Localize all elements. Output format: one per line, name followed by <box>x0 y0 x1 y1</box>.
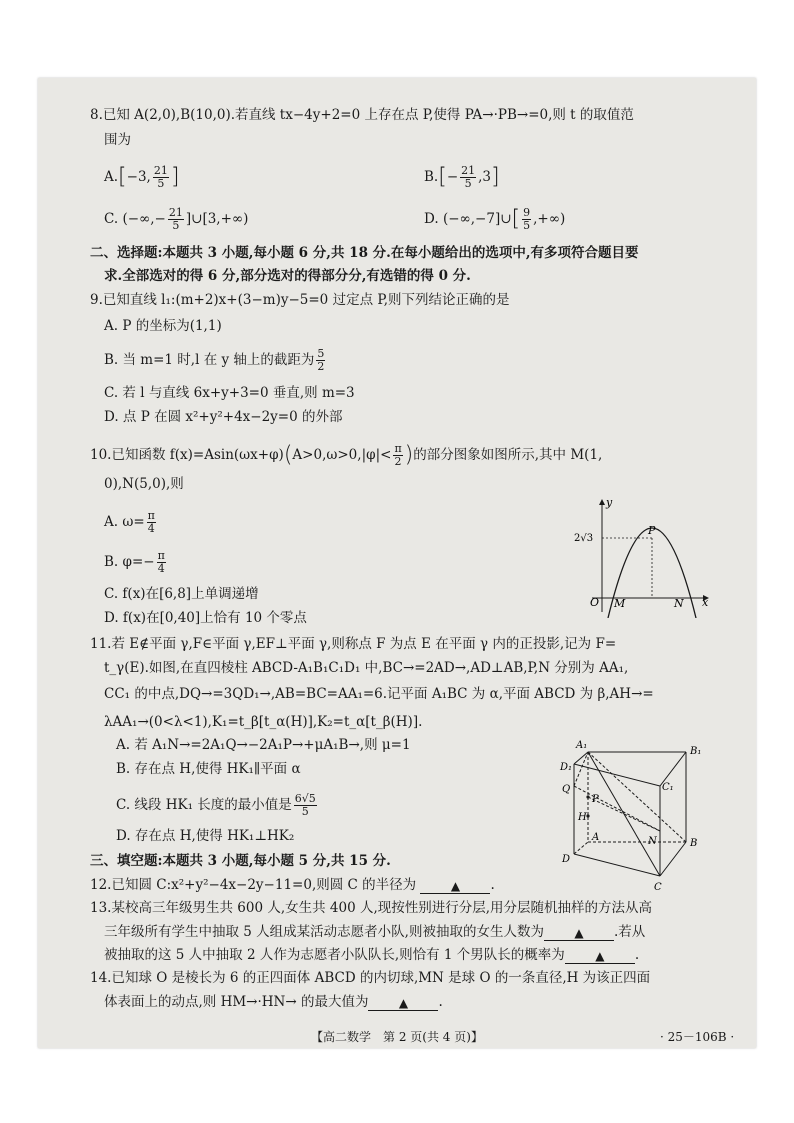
graph-point-n: N <box>674 597 684 610</box>
q10-stem-line1: 10.已知函数 f(x)=Asin(ωx+φ)(A>0,ω>0,|φ|< $\frac{\pi}{2}$ )的部分图象如图所示,其中 M(1, <box>90 442 603 468</box>
graph-x-label: x <box>702 596 709 609</box>
q9-option-b: B. 当 m=1 时,l 在 y 轴上的截距为 $\frac{5}{2}$ <box>104 347 325 373</box>
q12-answer-blank[interactable]: ▲ <box>420 877 490 894</box>
q8-option-b: B.[− $\frac{21}{5}$ ,3] <box>424 164 500 190</box>
q10-option-d: D. f(x)在[0,40]上恰有 10 个零点 <box>104 610 307 626</box>
fig-label-d1: D₁ <box>560 762 573 773</box>
q8-stem-line1: 8.已知 A(2,0),B(10,0).若直线 tx−4y+2=0 上存在点 P,使得 PA→·PB→=0,则 t 的取值范 <box>90 107 634 123</box>
q14-stem-line2: 体表面上的动点,则 HM→·HN→ 的最大值为 ▲ . <box>104 994 443 1010</box>
q11-stem-line4: λAA₁→(0<λ<1),K₁=t_β[t_α(H)],K₂=t_α[t_β(H)]. <box>104 714 423 730</box>
fig-label-b: B <box>690 838 698 849</box>
q11-option-c: C. 线段 HK₁ 长度的最小值是 $\frac{6√5}{5}$ <box>116 792 316 818</box>
graph-point-p: P <box>648 524 656 537</box>
q14-answer-blank[interactable]: ▲ <box>368 994 438 1011</box>
q11-stem-line3: CC₁ 的中点,DQ→=3QD₁→,AB=BC=AA₁=6.记平面 A₁BC 为 α,平面 ABCD 为 β,AH→= <box>104 686 654 702</box>
fig-label-a: A <box>592 832 600 843</box>
fig-label-c1: C₁ <box>662 782 674 793</box>
q11-stem-line1: 11.若 E∉平面 γ,F∈平面 γ,EF⊥平面 γ,则称点 F 为点 E 在平面 γ 内的正投影,记为 F= <box>90 636 617 652</box>
q13-stem-line2: 三年级所有学生中抽取 5 人组成某活动志愿者小队,则被抽取的女生人数为 ▲ .若从 <box>104 924 646 940</box>
q8-option-a: A.[−3, $\frac{21}{5}$ ] <box>104 164 180 190</box>
exam-code: · 25－106B · <box>660 1030 735 1044</box>
fig-label-c: C <box>654 882 662 893</box>
q13-answer-blank-2[interactable]: ▲ <box>565 947 635 964</box>
q13-stem-line1: 13.某校高三年级男生共 600 人,女生共 400 人,现按性别进行分层,用分层随机抽样的方法从高 <box>90 900 653 916</box>
q14-stem-line1: 14.已知球 O 是棱长为 6 的正四面体 ABCD 的内切球,MN 是球 O 的一条直径,H 为该正四面 <box>90 970 651 986</box>
q10-option-b: B. φ=− $\frac{\pi}{4}$ <box>104 549 165 575</box>
q10-option-c: C. f(x)在[6,8]上单调递增 <box>104 586 259 602</box>
fig-label-p: P <box>592 794 599 805</box>
q11-option-d: D. 存在点 H,使得 HK₁⊥HK₂ <box>116 828 295 844</box>
fig-label-n: N <box>648 836 657 847</box>
q13-stem-line3: 被抽取的这 5 人中抽取 2 人作为志愿者小队队长,则恰有 1 个男队长的概率为 ▲ . <box>104 947 640 963</box>
q11-stem-line2: t_γ(E).如图,在直四棱柱 ABCD-A₁B₁C₁D₁ 中,BC→=2AD→,AD⊥AB,P,N 分别为 AA₁, <box>104 660 629 676</box>
q12-stem: 12.已知圆 C:x²+y²−4x−2y−11=0,则圆 C 的半径为 ▲ . <box>90 877 495 893</box>
q9-option-c: C. 若 l 与直线 6x+y+3=0 垂直,则 m=3 <box>104 385 355 401</box>
page-footer: 【高二数学 第 2 页(共 4 页)】 <box>311 1030 483 1044</box>
section2-heading: 二、选择题:本题共 3 小题,每小题 6 分,共 18 分.在每小题给出的选项中,有多项符合题目要 <box>90 245 639 261</box>
fig-label-q: Q <box>562 784 571 795</box>
q13-answer-blank-1[interactable]: ▲ <box>544 924 614 941</box>
q9-option-a: A. P 的坐标为(1,1) <box>104 318 222 334</box>
graph-y-label: y <box>606 496 613 509</box>
q8-option-c: C. (−∞,− $\frac{21}{5}$ ]∪[3,+∞) <box>104 206 249 232</box>
q8-option-d: D. (−∞,−7]∪[ $\frac{9}{5}$ ,+∞) <box>424 206 566 232</box>
q9-stem: 9.已知直线 l₁:(m+2)x+(3−m)y−5=0 过定点 P,则下列结论正确的是 <box>90 292 510 308</box>
graph-ytick: 2√3 <box>574 533 594 544</box>
q9-option-d: D. 点 P 在圆 x²+y²+4x−2y=0 的外部 <box>104 409 343 425</box>
section3-heading: 三、填空题:本题共 3 小题,每小题 5 分,共 15 分. <box>90 853 391 869</box>
q8-stem-line2: 围为 <box>104 132 131 148</box>
fig-label-a1: A₁ <box>576 740 588 751</box>
graph-point-m: M <box>614 597 626 610</box>
graph-origin: O <box>590 596 600 609</box>
q11-option-b: B. 存在点 H,使得 HK₁∥平面 α <box>116 761 301 777</box>
q10-function-graph <box>570 494 720 618</box>
fig-label-d: D <box>562 854 571 865</box>
q10-stem-line2: 0),N(5,0),则 <box>104 476 184 492</box>
q11-prism-figure <box>556 734 716 894</box>
q10-option-a: A. ω= $\frac{\pi}{4}$ <box>104 509 155 535</box>
section2-heading-cont: 求.全部选对的得 6 分,部分选对的得部分分,有选错的得 0 分. <box>104 268 471 284</box>
q11-option-a: A. 若 A₁N→=2A₁Q→−2A₁P→+μA₁B→,则 μ=1 <box>116 737 411 753</box>
fig-label-b1: B₁ <box>690 746 702 757</box>
fig-label-h: H <box>578 812 587 823</box>
